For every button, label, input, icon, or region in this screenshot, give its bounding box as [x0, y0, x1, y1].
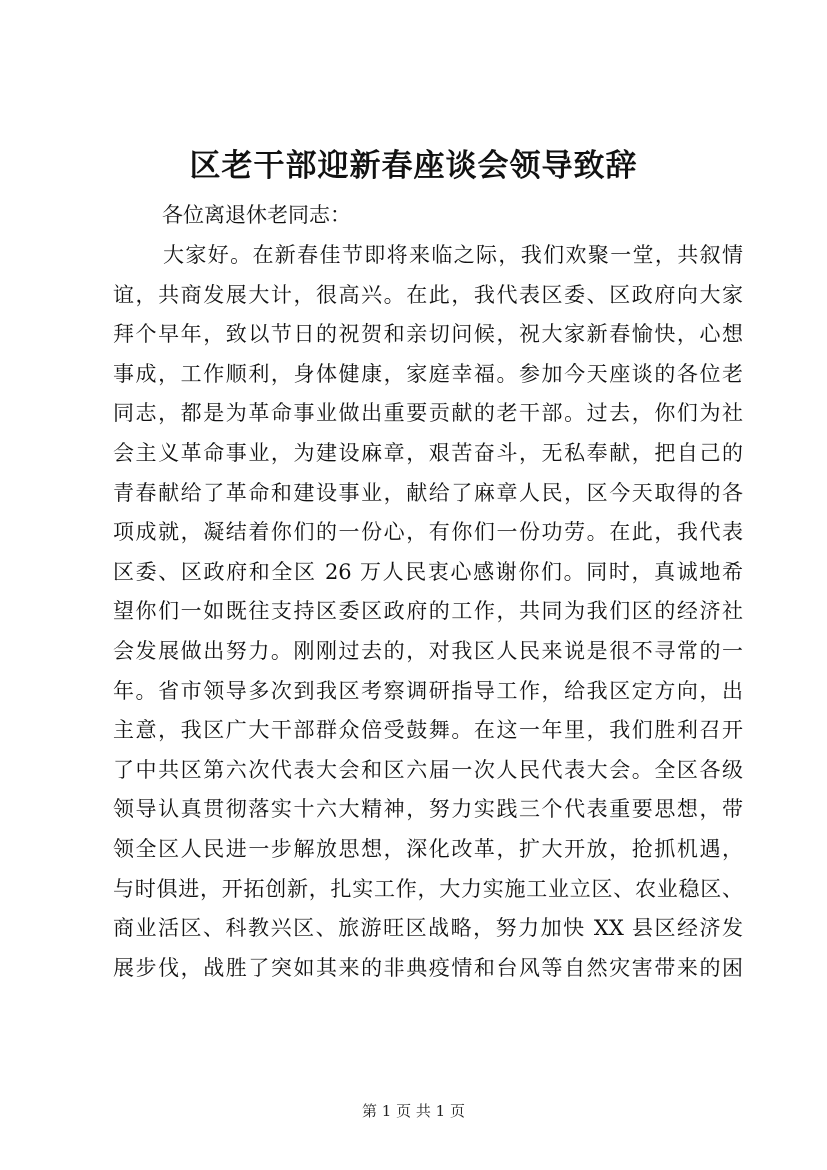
body-line: 会发展做出努力。刚刚过去的，对我区人民来说是很不寻常的一 — [113, 638, 743, 663]
body-line: 拜个早年，致以节日的祝贺和亲切问候，祝大家新春愉快，心想 — [113, 322, 743, 347]
body-line: 同志，都是为革命事业做出重要贡献的老干部。过去，你们为社 — [113, 401, 743, 426]
body-line: 望你们一如既往支持区委区政府的工作，共同为我们区的经济社 — [113, 599, 743, 624]
body-line: 青春献给了革命和建设事业，献给了麻章人民，区今天取得的各 — [113, 480, 743, 505]
body-line: 区委、区政府和全区 26 万人民衷心感谢你们。同时，真诚地希 — [113, 559, 743, 584]
body-line: 年。省市领导多次到我区考察调研指导工作，给我区定方向，出 — [113, 678, 743, 703]
body-line: 商业活区、科教兴区、旅游旺区战略，努力加快 XX 县区经济发 — [113, 916, 743, 941]
page-number-footer: 第 1 页 共 1 页 — [362, 1102, 465, 1120]
body-line: 谊，共商发展大计，很高兴。在此，我代表区委、区政府向大家 — [113, 282, 743, 307]
salutation: 各位离退休老同志： — [162, 203, 351, 227]
body-line: 展步伐，战胜了突如其来的非典疫情和台风等自然灾害带来的困 — [113, 955, 743, 980]
body-text — [113, 236, 743, 988]
document-title: 区老干部迎新春座谈会领导致辞 — [189, 148, 638, 184]
body-line: 了中共区第六次代表大会和区六届一次人民代表大会。全区各级 — [113, 757, 743, 782]
body-line: 大家好。在新春佳节即将来临之际，我们欢聚一堂，共叙情 — [163, 243, 743, 267]
body-line: 领导认真贯彻落实十六大精神，努力实践三个代表重要思想，带 — [113, 797, 743, 822]
body-line: 主意，我区广大干部群众倍受鼓舞。在这一年里，我们胜利召开 — [113, 718, 743, 743]
body-line: 项成就，凝结着你们的一份心，有你们一份功劳。在此，我代表 — [113, 520, 743, 545]
body-line: 事成，工作顺利，身体健康，家庭幸福。参加今天座谈的各位老 — [113, 361, 743, 386]
body-line: 会主义革命事业，为建设麻章，艰苦奋斗，无私奉献，把自己的 — [113, 440, 743, 465]
body-line: 与时俱进，开拓创新，扎实工作，大力实施工业立区、农业稳区、 — [113, 876, 743, 901]
body-line: 领全区人民进一步解放思想，深化改革，扩大开放，抢抓机遇， — [113, 836, 743, 861]
